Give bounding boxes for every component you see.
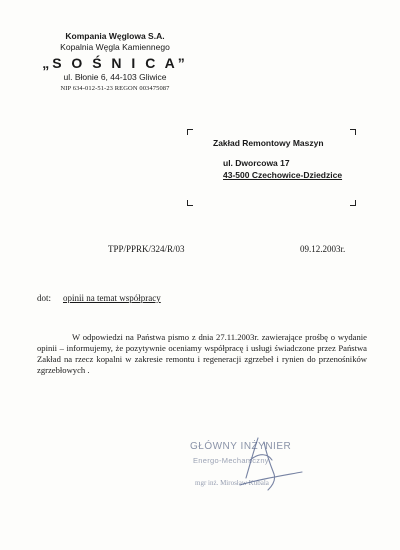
letter-date: 09.12.2003r. [300,244,346,254]
subject-text: opinii na temat współpracy [63,293,161,303]
subject-label: dot: [37,293,52,303]
address-window-corner [187,129,193,135]
recipient-street: ul. Dworcowa 17 [223,158,290,168]
sender-tax-ids: NIP 634-012-51-23 REGON 003475087 [60,85,170,92]
address-window-corner [187,200,193,206]
sender-mine-name: „S O Ś N I C A” [42,55,188,71]
stamp-department: Energo-Mechaniczny [193,456,269,465]
body-paragraph: W odpowiedzi na Państwa pismo z dnia 27.11.2003r. zawierające prośbę o wydanie opinii – informujemy, że pozytywnie oceniamy współpracę i usługi świadczone przez Państwa Zakład na rzecz kopalni w zakresie remontu i regeneracji zgrzebeł i rynien do przenośników zgrzebłowych . [37,332,367,375]
handwritten-signature [210,430,320,505]
reference-number: TPP/PPRK/324/R/03 [108,244,185,254]
address-window-corner [350,129,356,135]
sender-company: Kompania Węglowa S.A. [65,31,165,41]
recipient-name: Zakład Remontowy Maszyn [213,138,324,148]
sender-mine: Kopalnia Węgla Kamiennego [60,42,170,52]
stamp-title: GŁÓWNY INŻYNIER [190,441,292,452]
stamp-name: mgr inż. Mirosław Kubala [195,479,269,487]
sender-address: ul. Błonie 6, 44-103 Gliwice [63,72,167,82]
sender-letterhead [40,31,190,94]
letter-body [37,332,367,376]
recipient-city: 43-500 Czechowice-Dziedzice [223,170,343,180]
address-window-corner [350,200,356,206]
